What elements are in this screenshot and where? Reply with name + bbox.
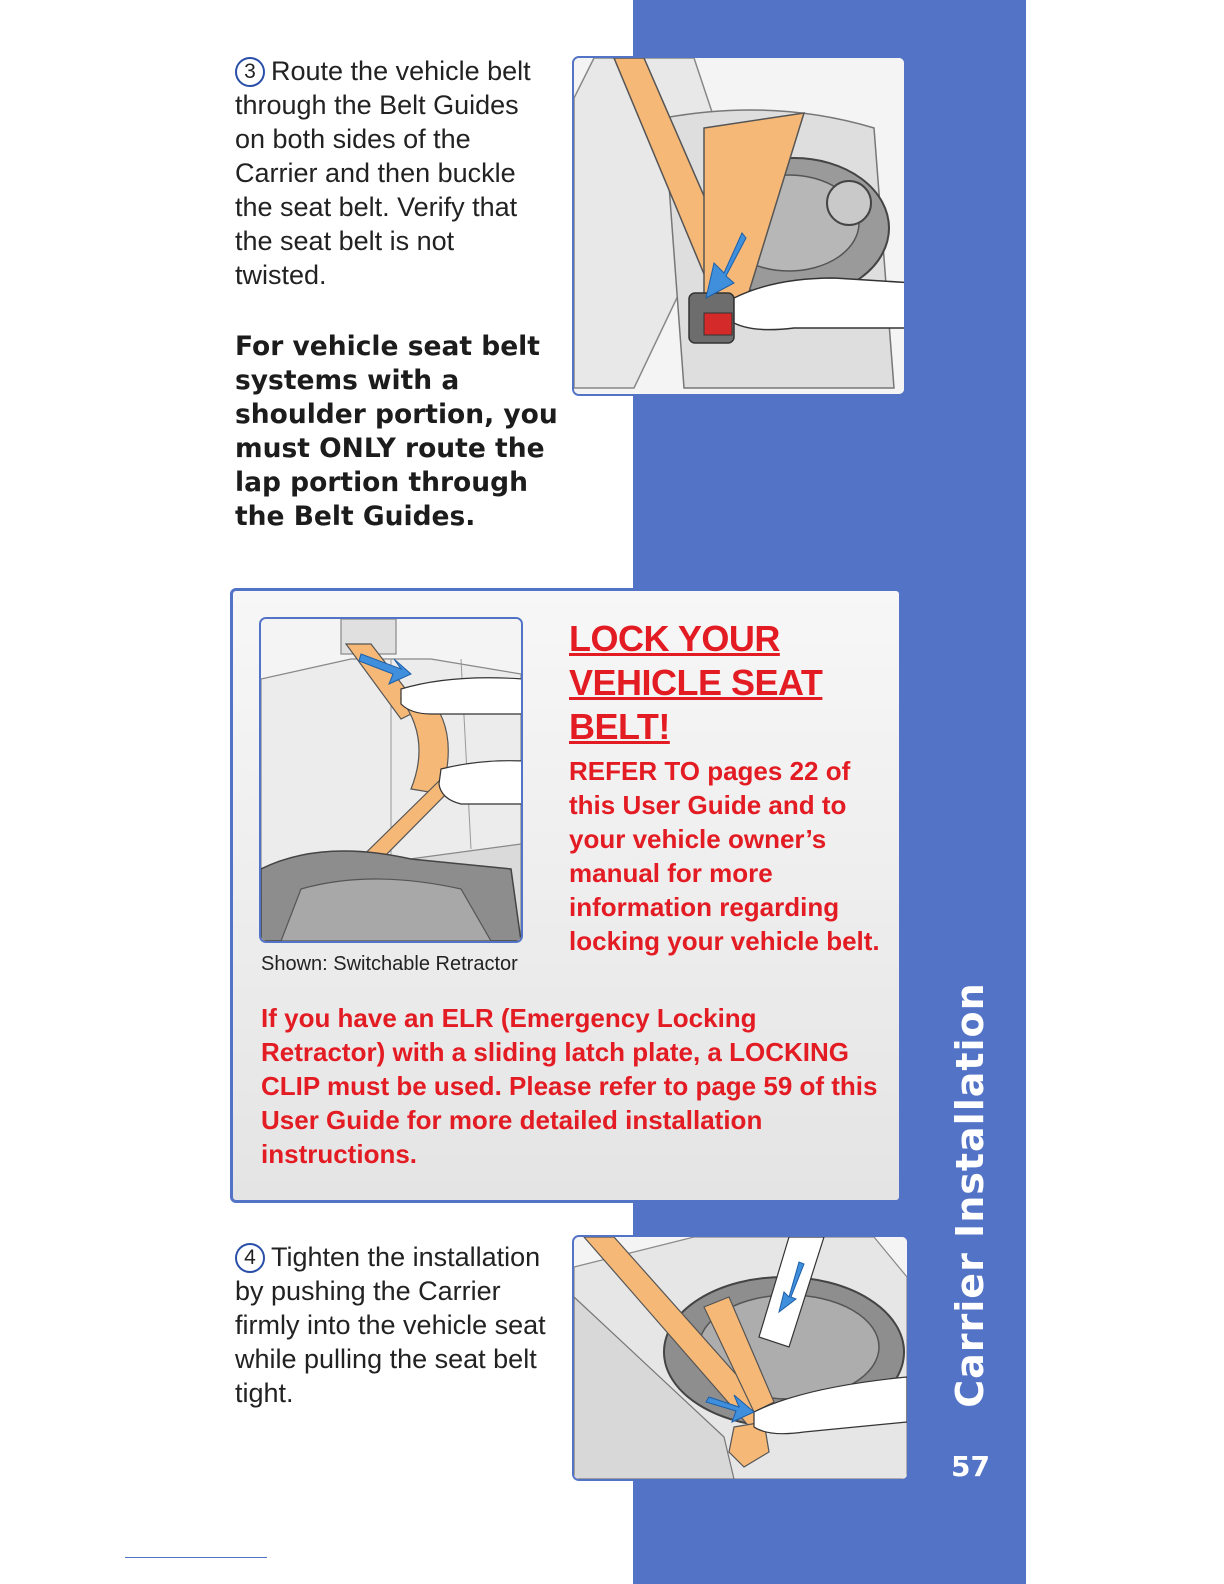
switchable-retractor-illustration [259,617,523,943]
step-3-text-block [235,54,550,292]
lock-seat-belt-panel [230,588,902,1203]
elr-locking-clip-warning: If you have an ELR (Emergency Locking Retractor) with a sliding latch plate, a LOCKING CLIP must be used. Please refer to page 59 of this User Guide for more detailed installation instructions. [261,1003,878,1169]
footnote-rule [125,1557,267,1558]
step-4-instructions: Tighten the installation by pushing the Carrier firmly into the vehicle seat while pulling the seat belt tight. [235,1242,546,1408]
step-3-number: 3 [235,57,265,87]
refer-pages-note: REFER TO pages 22 of this User Guide and to your vehicle owner’s manual for more information regarding locking your vehicle belt. [569,756,880,956]
step-4-number: 4 [235,1243,265,1273]
step-4-text-block [235,1240,560,1410]
shoulder-belt-note: For vehicle seat belt systems with a shoulder portion, you must ONLY route the lap portion through the Belt Guides. [235,331,558,532]
step-3-instructions: Route the vehicle belt through the Belt Guides on both sides of the Carrier and then buckle the seat belt. Verify that the seat belt is not twisted. [235,56,531,290]
step-4-illustration [572,1235,909,1481]
page-number: 57 [951,1450,990,1483]
section-title: Carrier Installation [948,982,992,1408]
step-3-illustration [572,56,906,396]
illustration-caption: Shown: Switchable Retractor [261,953,518,975]
lock-belt-heading: LOCK YOUR VEHICLE SEAT BELT! [569,618,823,747]
